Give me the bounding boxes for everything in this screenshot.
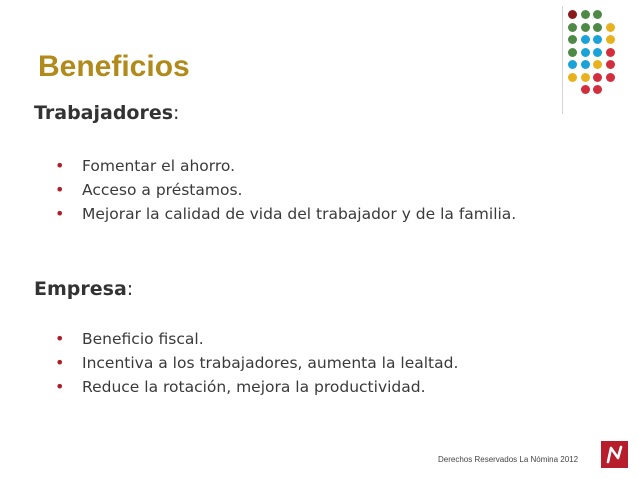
decor-dot bbox=[581, 48, 590, 57]
decor-dot bbox=[593, 10, 602, 19]
decor-dot bbox=[593, 23, 602, 32]
footer-copyright: Derechos Reservados La Nómina 2012 bbox=[438, 455, 579, 464]
bullet-icon: • bbox=[55, 180, 65, 199]
decor-dot bbox=[606, 73, 615, 82]
bullet-icon: • bbox=[55, 156, 65, 175]
decor-dot bbox=[581, 23, 590, 32]
list-item-text: Acceso a préstamos. bbox=[82, 181, 243, 199]
list-item-text: Mejorar la calidad de vida del trabajador y de la familia. bbox=[82, 205, 517, 223]
list-item-text: Incentiva a los trabajadores, aumenta la lealtad. bbox=[82, 354, 459, 372]
list-item bbox=[0, 351, 458, 375]
list-item bbox=[0, 154, 516, 178]
decor-dot bbox=[593, 73, 602, 82]
decor-dot bbox=[568, 23, 577, 32]
section-heading-label: Trabajadores bbox=[34, 102, 174, 124]
section-heading-colon: : bbox=[173, 102, 180, 124]
section-heading-trabajadores bbox=[34, 102, 179, 124]
bullet-icon: • bbox=[55, 329, 65, 348]
bullet-icon: • bbox=[55, 204, 65, 223]
bullet-icon: • bbox=[55, 377, 65, 396]
decor-dot bbox=[593, 60, 602, 69]
list-item bbox=[0, 178, 516, 202]
slide-title: Beneficios bbox=[38, 50, 190, 83]
decor-dot bbox=[606, 23, 615, 32]
list-item bbox=[0, 375, 458, 399]
decor-dot bbox=[593, 85, 602, 94]
decor-dot bbox=[581, 85, 590, 94]
decor-dot bbox=[581, 73, 590, 82]
decor-dot bbox=[606, 48, 615, 57]
decor-dot bbox=[593, 35, 602, 44]
decor-dot bbox=[581, 60, 590, 69]
list-item-text: Reduce la rotación, mejora la productividad. bbox=[82, 378, 426, 396]
decor-dot bbox=[568, 35, 577, 44]
decor-dot bbox=[606, 60, 615, 69]
list-item-text: Beneficio fiscal. bbox=[82, 330, 204, 348]
list-item bbox=[0, 327, 458, 351]
list-item bbox=[0, 202, 516, 226]
section-heading-colon: : bbox=[126, 278, 134, 300]
decor-dot bbox=[568, 73, 577, 82]
decor-dot bbox=[568, 60, 577, 69]
section-heading-label: Empresa bbox=[34, 278, 127, 300]
section-heading-empresa bbox=[34, 278, 133, 300]
bullet-list-empresa bbox=[0, 327, 458, 399]
decor-dot bbox=[581, 35, 590, 44]
bullet-list-trabajadores bbox=[0, 154, 516, 226]
decor-dot bbox=[568, 10, 577, 19]
decor-dot bbox=[581, 10, 590, 19]
decor-dot bbox=[606, 35, 615, 44]
list-item-text: Fomentar el ahorro. bbox=[82, 157, 236, 175]
decor-dot bbox=[593, 48, 602, 57]
decor-dot bbox=[568, 48, 577, 57]
nomina-logo-icon bbox=[601, 441, 628, 468]
bullet-icon: • bbox=[55, 353, 65, 372]
decorative-dot-grid bbox=[560, 6, 630, 116]
